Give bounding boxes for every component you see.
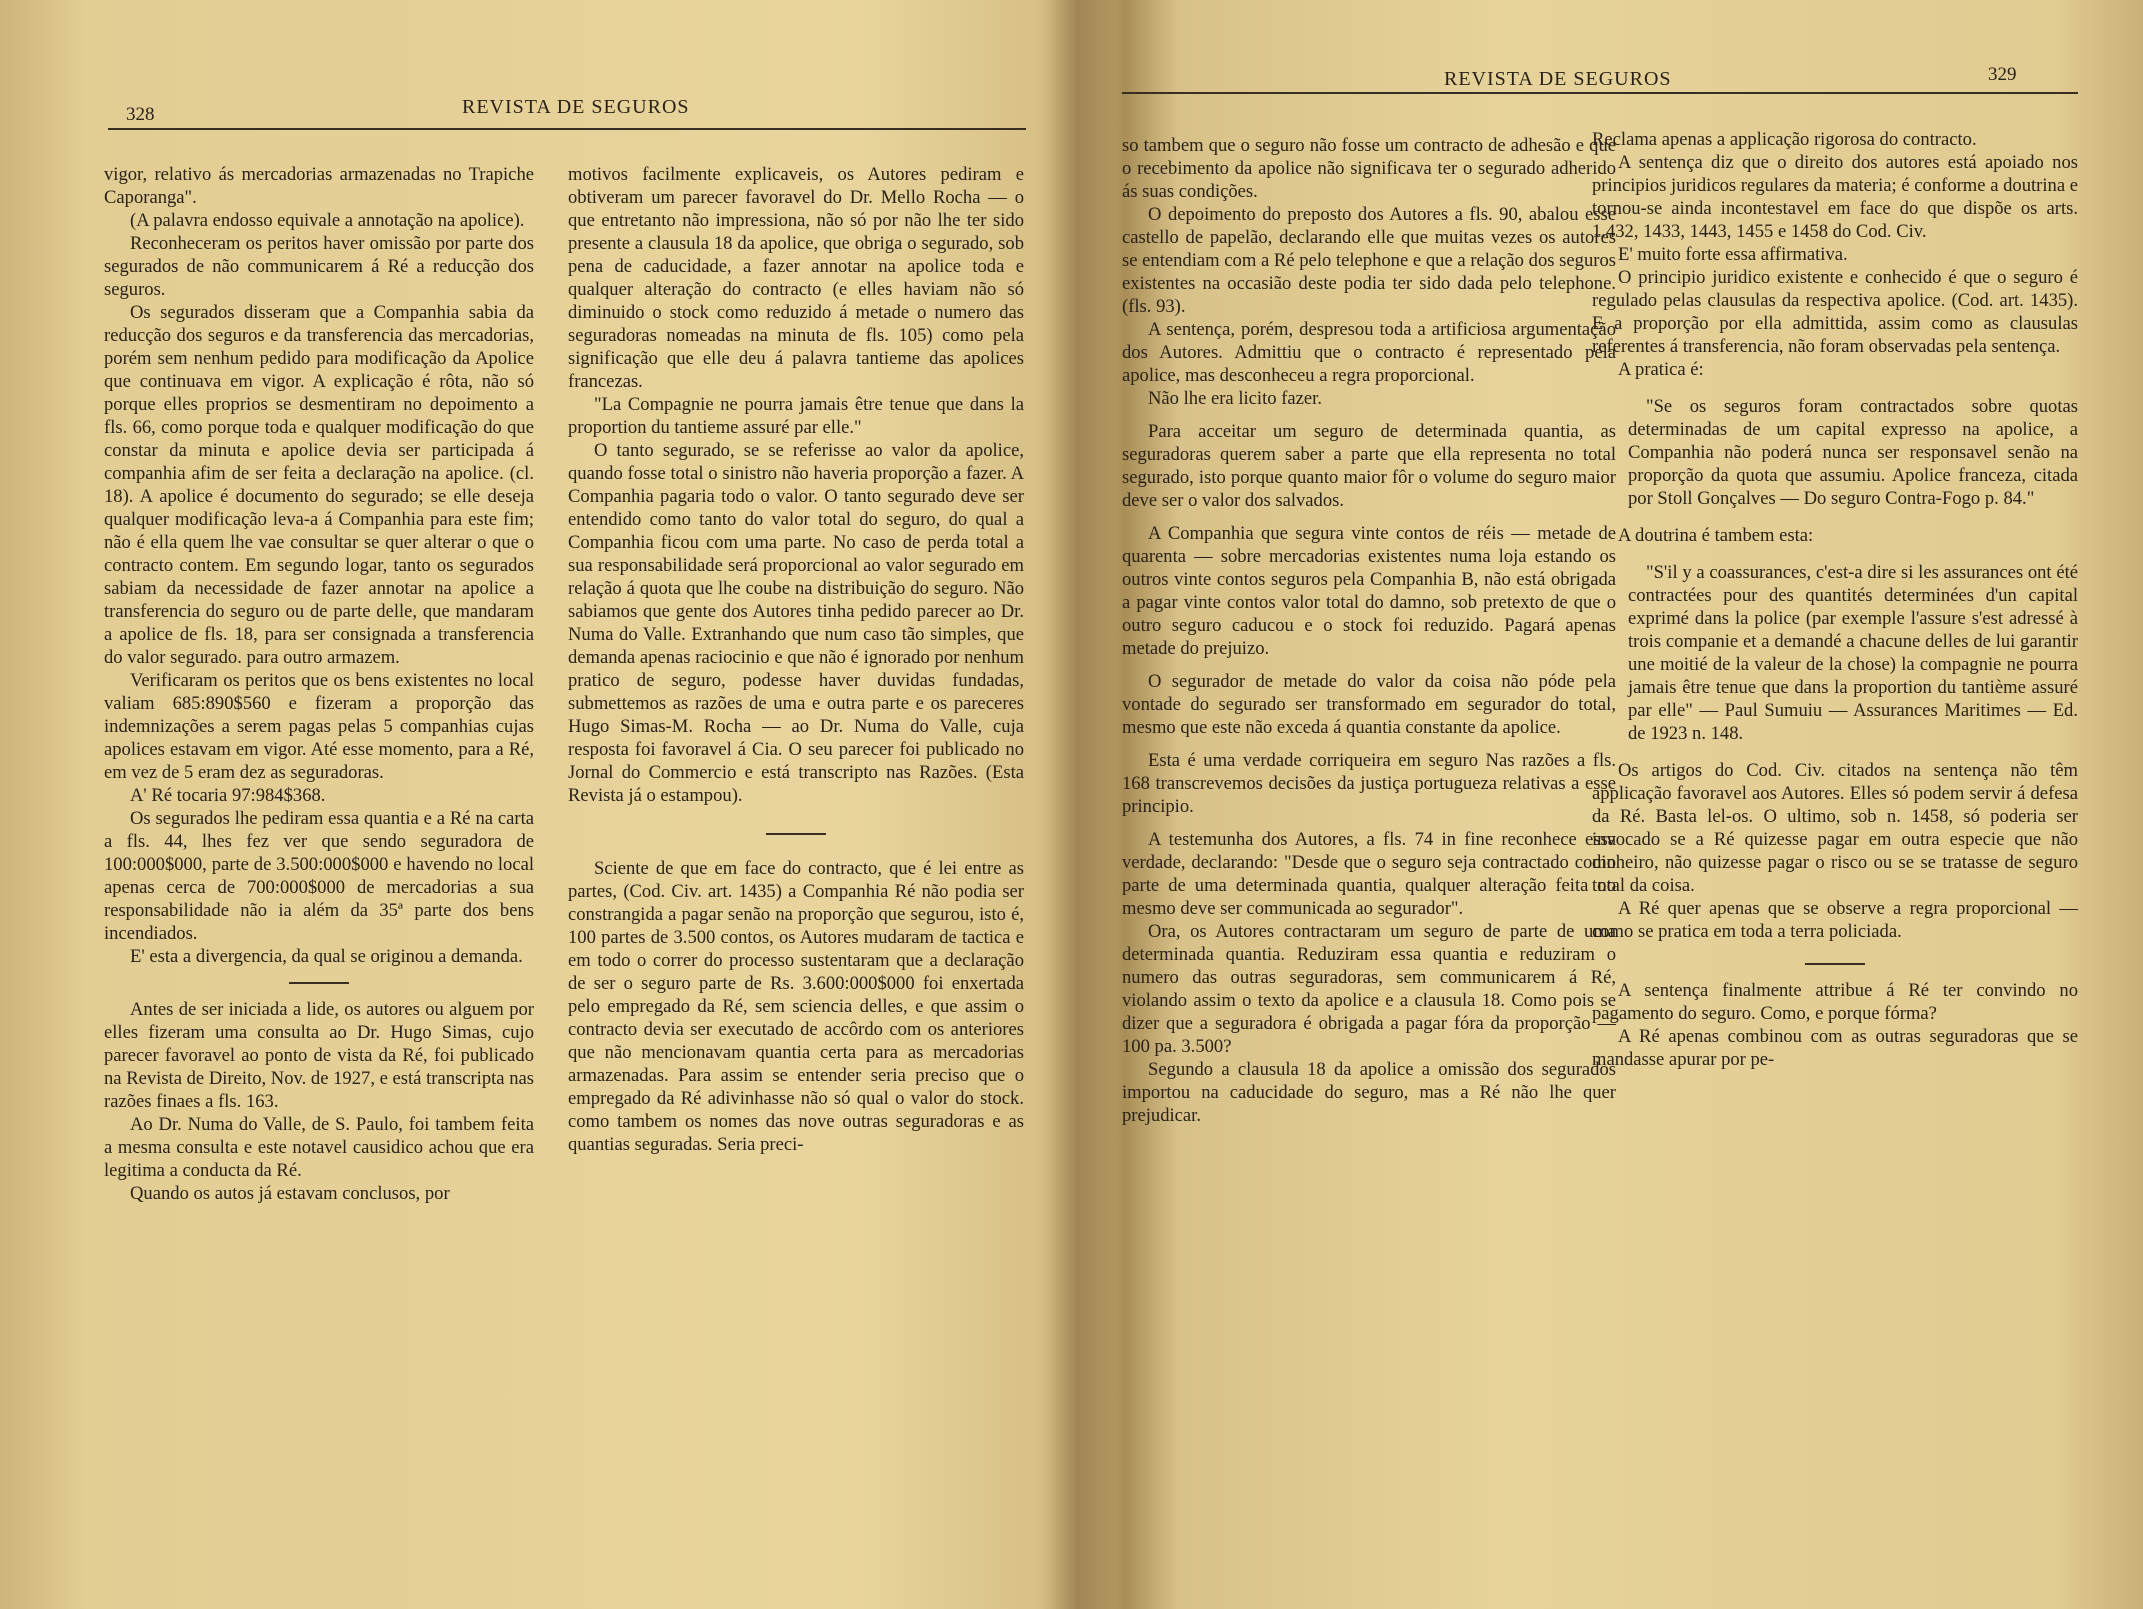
right-page	[1078, 0, 2143, 1609]
block-quote: "S'il y a coassurances, c'est-a dire si les assurances ont été contractées pour des quantités determinées d'un capital exprimé dans la police (par exemple l'assure s'est adressé à trois companie et a demandé a chacune delles de lui garantir une moitié de la valeur de la chose) la compagnie ne pourra jamais être tenue que dans la proportion du tantième assuré par elle" — Paul Sumuiu — Assurances Maritimes — Ed. de 1923 n. 148.	[1628, 562, 2078, 744]
left-header-rule	[108, 128, 1026, 130]
left-page	[0, 0, 1070, 1609]
paragraph: Antes de ser iniciada a lide, os autores ou alguem por elles fizeram uma consulta ao Dr. Hugo Simas, cujo parecer favoravel ao ponto de vista da Ré, foi publicado na Revista de Direito, Nov. de 1927, e está transcripta nas razões finaes a fls. 163.	[104, 999, 534, 1112]
paragraph: Esta é uma verdade corriqueira em seguro Nas razões a fls. 168 transcrevemos decisões da justiça portugueza relativas a esse principio.	[1122, 750, 1616, 817]
section-separator	[1805, 963, 1865, 965]
paragraph: "La Compagnie ne pourra jamais être tenue que dans la proportion du tantieme assuré par elle."	[568, 394, 1024, 438]
paragraph: O principio juridico existente e conhecido é que o seguro é regulado pelas clausulas da respectiva apolice. (Cod. art. 1435). E a proporção por ella admittida, assim como as clausulas referentes á transferencia, não foram observadas pela sentença.	[1592, 267, 2078, 357]
right-column-1	[1122, 134, 1616, 1127]
left-running-header: REVISTA DE SEGUROS	[462, 96, 690, 118]
paragraph: Segundo a clausula 18 da apolice a omissão dos segurados importou na caducidade do seguro, mas a Ré não lhe quer prejudicar.	[1122, 1059, 1616, 1126]
section-separator	[289, 982, 349, 984]
paragraph: A Ré apenas combinou com as outras seguradoras que se mandasse apurar por pe-	[1592, 1026, 2078, 1070]
paragraph: motivos facilmente explicaveis, os Autores pediram e obtiveram um parecer favoravel do Dr. Mello Rocha — o que entretanto não impressiona, não só por não lhe ter sido presente a clausula 18 da apolice, que obriga o segurado, sob pena de caducidade, a fazer annotar na apolice toda e qualquer alteração do contracto (e elles haviam não só diminuido o stock como reduzido á metade o numero das seguradoras nomeadas na minuta de fls. 105) como pela significação que elle deu á palavra tantieme das apolices francezas.	[568, 164, 1024, 392]
paragraph: Os segurados lhe pediram essa quantia e a Ré na carta a fls. 44, lhes fez ver que sendo seguradora de 100:000$000, parte de 3.500:000$000 e havendo no local apenas cerca de 700:000$000 de mercadorias a sua responsabilidade não ia além da 35ª parte dos bens incendiados.	[104, 808, 534, 944]
paragraph: A Companhia que segura vinte contos de réis — metade de quarenta — sobre mercadorias existentes numa loja estando os outros vinte contos seguros pela Companhia B, não está obrigada a pagar vinte contos valor total do damno, sob pretexto de que o outro seguro caducou e o stock foi reduzido. Pagará apenas metade do prejuizo.	[1122, 523, 1616, 659]
paragraph: O segurador de metade do valor da coisa não póde pela vontade do segurado ser transformado em segurador do total, mesmo que este não exceda á quantia constante da apolice.	[1122, 671, 1616, 738]
right-column-2	[1592, 128, 2078, 1071]
right-page-number: 329	[1988, 64, 2017, 85]
paragraph: Ora, os Autores contractaram um seguro de parte de uma determinada quantia. Reduziram essa quantia e reduziram o numero das outras seguradoras, sem communicarem á Ré, violando assim o texto da apolice e a clausula 18. Como pois se dizer que a seguradora é obrigada a pagar fóra da proporção — 100 pa. 3.500?	[1122, 921, 1616, 1057]
left-column-1	[104, 163, 534, 1205]
paragraph: A sentença diz que o direito dos autores está apoiado nos principios juridicos regulares da materia; é conforme a doutrina e tornou-se ainda incontestavel em face do que dispõe os arts. 1.432, 1433, 1443, 1455 e 1458 do Cod. Civ.	[1592, 152, 2078, 242]
paragraph: Sciente de que em face do contracto, que é lei entre as partes, (Cod. Civ. art. 1435) a Companhia Ré não podia ser constrangida a pagar senão na proporção que segurou, isto é, 100 partes de 3.500 contos, os Autores mudaram de tactica e em todo o correr do processo sustentaram que a declaração de ser o seguro parte de Rs. 3.600:000$000 foi enxertada pelo empregado da Ré, sem sciencia delles, e que assim o contracto devia ser executado de accôrdo com os anteriores que não mencionavam quantia certa para as mercadorias armazenadas. Para assim se entender seria preciso que o empregado da Ré adivinhasse não só qual o valor do stock. como tambem os nomes das nove outras seguradoras e as quantias seguradas. Seria preci-	[568, 858, 1024, 1155]
paragraph: Quando os autos já estavam conclusos, por	[130, 1183, 450, 1204]
paragraph: Os segurados disseram que a Companhia sabia da reducção dos seguros e da transferencia das mercadorias, porém sem nenhum pedido para modificação da Apolice que continuava em vigor. A explicação é rôta, não só porque elles proprios se desmentiram no depoimento a fls. 66, como porque toda e qualquer modificação do que constar da minuta e apolice devia ser participada á companhia afim de ser feita a declaração na apolice. (cl. 18). A apolice é documento do segurado; se elle deseja qualquer modificação leva-a á Companhia para este fim; não é ella quem lhe vae consultar se quer alterar o que o contracto contem. Em segundo logar, tanto os segurados sabiam da necessidade de fazer annotar na apolice a transferencia do seguro ou de parte delle, que mandaram a apolice de fls. 18, para ser consignada a transferencia do valor segurado. para outro armazem.	[104, 302, 534, 668]
paragraph: E' esta a divergencia, da qual se originou a demanda.	[130, 946, 523, 967]
paragraph: A pratica é:	[1618, 359, 1704, 380]
paragraph: vigor, relativo ás mercadorias armazenadas no Trapiche Caporanga".	[104, 164, 534, 208]
paragraph: A Ré quer apenas que se observe a regra proporcional — como se pratica em toda a terra policiada.	[1592, 898, 2078, 942]
paragraph: A doutrina é tambem esta:	[1618, 525, 1814, 546]
paragraph: Reclama apenas a applicação rigorosa do contracto.	[1592, 129, 1977, 150]
paragraph: (A palavra endosso equivale a annotação na apolice).	[130, 210, 525, 231]
paragraph: A testemunha dos Autores, a fls. 74 in fine reconhece essa verdade, declarando: "Desde que o seguro seja contractado como parte de uma determinada quantia, qualquer alteração feita no mesmo deve ser communicada ao segurador".	[1122, 829, 1616, 919]
paragraph: so tambem que o seguro não fosse um contracto de adhesão e que o recebimento da apolice não significava ter o segurado adherido ás suas condições.	[1122, 135, 1616, 202]
paragraph: Ao Dr. Numa do Valle, de S. Paulo, foi tambem feita a mesma consulta e este notavel causidico achou que era legitima a conducta da Ré.	[104, 1114, 534, 1181]
paragraph: Os artigos do Cod. Civ. citados na sentença não têm applicação favoravel aos Autores. Elles só podem servir á defesa da Ré. Basta lel-os. O ultimo, sob n. 1458, só poderia ser invocado se a Ré quizesse pagar em outra especie que não dinheiro, não quizesse pagar o risco ou se se tratasse de seguro total da coisa.	[1592, 760, 2078, 896]
paragraph: A sentença finalmente attribue á Ré ter convindo no pagamento do seguro. Como, e porque fórma?	[1592, 980, 2078, 1024]
paragraph: O depoimento do preposto dos Autores a fls. 90, abalou esse castello de papelão, declarando elle que muitas vezes os autores se entendiam com a Ré pelo telephone e que a relação dos seguros existentes na occasião deste podia ter sido dada pelo telephone. (fls. 93).	[1122, 204, 1616, 317]
right-header-rule	[1122, 92, 2078, 94]
paragraph: E' muito forte essa affirmativa.	[1618, 244, 1848, 265]
left-column-2	[568, 163, 1024, 1156]
block-quote: "Se os seguros foram contractados sobre quotas determinadas de um capital expresso na apolice, a Companhia não poderá nunca ser responsavel senão na proporção da quota que assumiu. Apolice franceza, citada por Stoll Gonçalves — Do seguro Contra-Fogo p. 84."	[1628, 396, 2078, 509]
right-running-header: REVISTA DE SEGUROS	[1444, 68, 1672, 90]
paragraph: A sentença, porém, despresou toda a artificiosa argumentação dos Autores. Admittiu que o contracto é representado pela apolice, mas desconheceu a regra proporcional.	[1122, 319, 1616, 386]
paragraph: Não lhe era licito fazer.	[1148, 388, 1322, 409]
paragraph: A' Ré tocaria 97:984$368.	[130, 785, 326, 806]
section-separator	[766, 833, 826, 835]
paragraph: Reconheceram os peritos haver omissão por parte dos segurados de não communicarem á Ré a reducção dos seguros.	[104, 233, 534, 300]
paragraph: Para acceitar um seguro de determinada quantia, as seguradoras querem saber a parte que ella representa no total segurado, isto porque quanto maior fôr o volume do seguro maior deve ser o valor dos salvados.	[1122, 421, 1616, 511]
left-page-number: 328	[126, 104, 155, 125]
paragraph: Verificaram os peritos que os bens existentes no local valiam 685:890$560 e fizeram a proporção das indemnizações a serem pagas pelas 5 companhias cujas apolices estavam em vigor. Até esse momento, para a Ré, em vez de 5 eram dez as seguradoras.	[104, 670, 534, 783]
paragraph: O tanto segurado, se se referisse ao valor da apolice, quando fosse total o sinistro não haveria proporção a fazer. A Companhia pagaria todo o valor. O tanto segurado deve ser entendido como tanto do valor total do seguro, do qual a Companhia ficou com uma parte. No caso de perda total a sua responsabilidade será proporcional ao valor segurado em relação á quota que lhe coube na distribuição do seguro. Não sabiamos que gente dos Autores tinha pedido parecer ao Dr. Numa do Valle. Extranhando que num caso tão simples, que demanda apenas raciocinio e que não é ignorado por nenhum pratico de seguro, podesse haver duvidas fundadas, submettemos as razões de uma e outra parte e os pareceres Hugo Simas-M. Rocha — ao Dr. Numa do Valle, cuja resposta foi favoravel á Cia. O seu parecer foi publicado no Jornal do Commercio e está transcripto nas Razões. (Esta Revista já o estampou).	[568, 440, 1024, 806]
